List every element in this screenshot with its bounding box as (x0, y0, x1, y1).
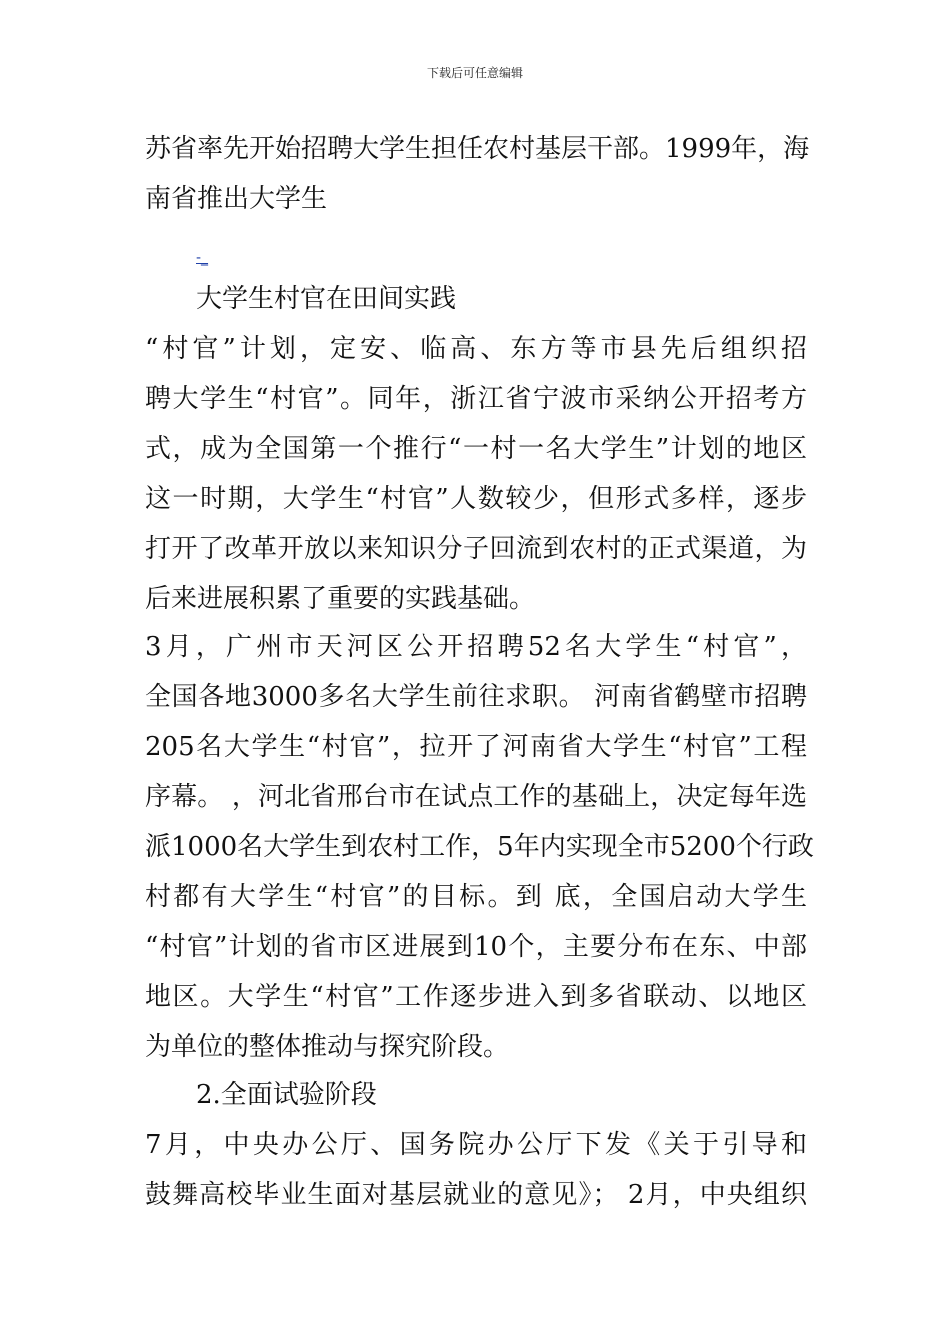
paragraph-village-official-plan (145, 324, 807, 624)
text-line: 7月，中央办公厅、国务院办公厅下发《关于引导和 (145, 1130, 807, 1160)
text-line: 这一时期，大学生“村官”人数较少，但形式多样，逐步 (145, 484, 807, 514)
text-line: 南省推出大学生 (145, 184, 328, 214)
text-line: 序幕。 ，河北省邢台市在试点工作的基础上，决定每年选 (145, 782, 807, 812)
image-caption (196, 274, 596, 324)
section-heading (196, 1070, 596, 1120)
paragraph-recruitment (145, 622, 814, 1072)
text-line: 全国各地3000多名大学生前往求职。 河南省鹤壁市招聘 (145, 682, 807, 712)
text-line: 后来进展积累了重要的实践基础。 (145, 584, 536, 614)
text-line: 苏省率先开始招聘大学生担任农村基层干部。1999年，海 (145, 134, 810, 164)
text-line: 式，成为全国第一个推行“一村一名大学生”计划的地区 (145, 434, 807, 464)
text-line: “村官”计划的省市区进展到10个，主要分布在东、中部 (145, 932, 807, 962)
text-line: “村官”计划，定安、临高、东方等市县先后组织招 (145, 334, 807, 364)
page-header: 下载后可任意编辑 (426, 66, 523, 80)
text-line: 派1000名大学生到农村工作，5年内实现全市5200个行政 (145, 832, 814, 862)
text-line: 打开了改革开放以来知识分子回流到农村的正式渠道，为 (145, 534, 807, 564)
text-line: 鼓舞高校毕业生面对基层就业的意见》； 2月，中央组织 (145, 1180, 807, 1210)
text-line: 为单位的整体推动与探究阶段。 (145, 1032, 510, 1062)
paragraph-intro (145, 124, 810, 224)
paragraph-policy (145, 1120, 807, 1220)
heading-text: 2.全面试验阶段 (196, 1080, 377, 1110)
caption-text: 大学生村官在田间实践 (196, 284, 457, 314)
text-line: 地区。大学生“村官”工作逐步进入到多省联动、以地区 (145, 982, 807, 1012)
hyperlink-mark[interactable]: -_ (196, 250, 209, 266)
text-line: 3月，广州市天河区公开招聘52名大学生“村官”， (145, 632, 807, 662)
text-line: 村都有大学生“村官”的目标。到 底，全国启动大学生 (145, 882, 807, 912)
text-line: 205名大学生“村官”，拉开了河南省大学生“村官”工程 (145, 732, 807, 762)
text-line: 聘大学生“村官”。同年，浙江省宁波市采纳公开招考方 (145, 384, 807, 414)
